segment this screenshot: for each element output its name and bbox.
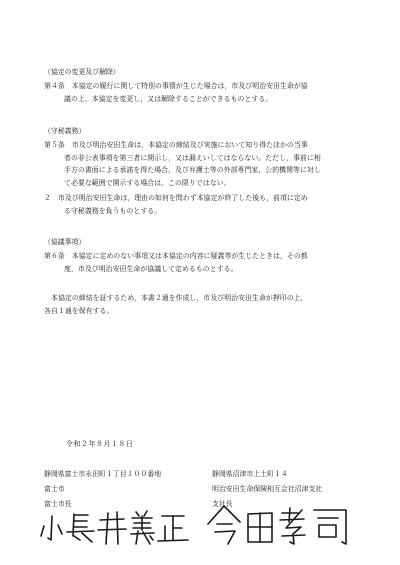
heading-consultation: （協議事項） (44, 238, 86, 246)
party-left-org: 富士市 (44, 485, 65, 493)
article-6 (44, 250, 308, 275)
party-right-title: 支社長 (212, 500, 233, 508)
article-6-line-2: 度，市及び明治安田生命が協議して定めるものとする。 (64, 264, 238, 273)
article-5-line-3: 手方の書面による承諾を得た場合，及び弁護士等の外部専門家，公的機関等に対し (64, 166, 321, 174)
signature-right (206, 502, 358, 548)
party-right-org: 明治安田生命保険相互会社沼津支社 (212, 485, 323, 493)
heading-amendment: （協定の変更及び解除） (44, 68, 120, 76)
article-5-paragraph-2 (44, 192, 308, 217)
closing-line-1: 本協定の締結を証するため，本書２通を作成し，市及び明治安田生命が押印の上， (51, 294, 308, 302)
article-6-line-1: 第６条 本協定に定めのない事項又は本協定の内容に疑義等が生じたときは，その都 (44, 252, 308, 260)
closing-paragraph (44, 292, 308, 317)
article-5-line-4: て必要な範囲で開示する場合は，この限りではない。 (64, 178, 231, 187)
article-5-p2-line-1: ２ 市及び明治安田生命は，理由の如何を問わず本協定が終了した後も，前項に定め (44, 194, 308, 202)
party-left-title: 富士市長 (44, 500, 72, 508)
article-5-line-1: 第５条 市及び明治安田生命は，本協定の締結及び実施において知り得たほかの当事 (44, 141, 308, 149)
article-4 (44, 80, 308, 105)
party-right-address: 静岡県沼津市上土町１４ (212, 470, 288, 478)
article-4-line-1: 第４条 本協定の履行に関して特別の事情が生じた場合は，市及び明治安田生命が協 (44, 82, 308, 90)
party-left-address: 静岡県富士市永田町１丁目１００番地 (44, 470, 162, 478)
agreement-date: 令和２年８月１８日 (66, 440, 134, 448)
article-5-p2-line-2: る守秘義務を負うものとする。 (64, 206, 162, 215)
article-5-line-2: 者の非公表事項を第三者に開示し，又は漏えいしてはならない。ただし，事前に相 (64, 153, 321, 162)
article-5 (44, 139, 321, 189)
heading-confidentiality: （守秘義務） (44, 127, 86, 135)
article-4-line-2: 議の上，本協定を変更し，又は解除することができるものとする。 (64, 94, 273, 103)
signature-left (38, 506, 190, 550)
closing-line-2: 各自１通を保有する。 (44, 306, 114, 315)
